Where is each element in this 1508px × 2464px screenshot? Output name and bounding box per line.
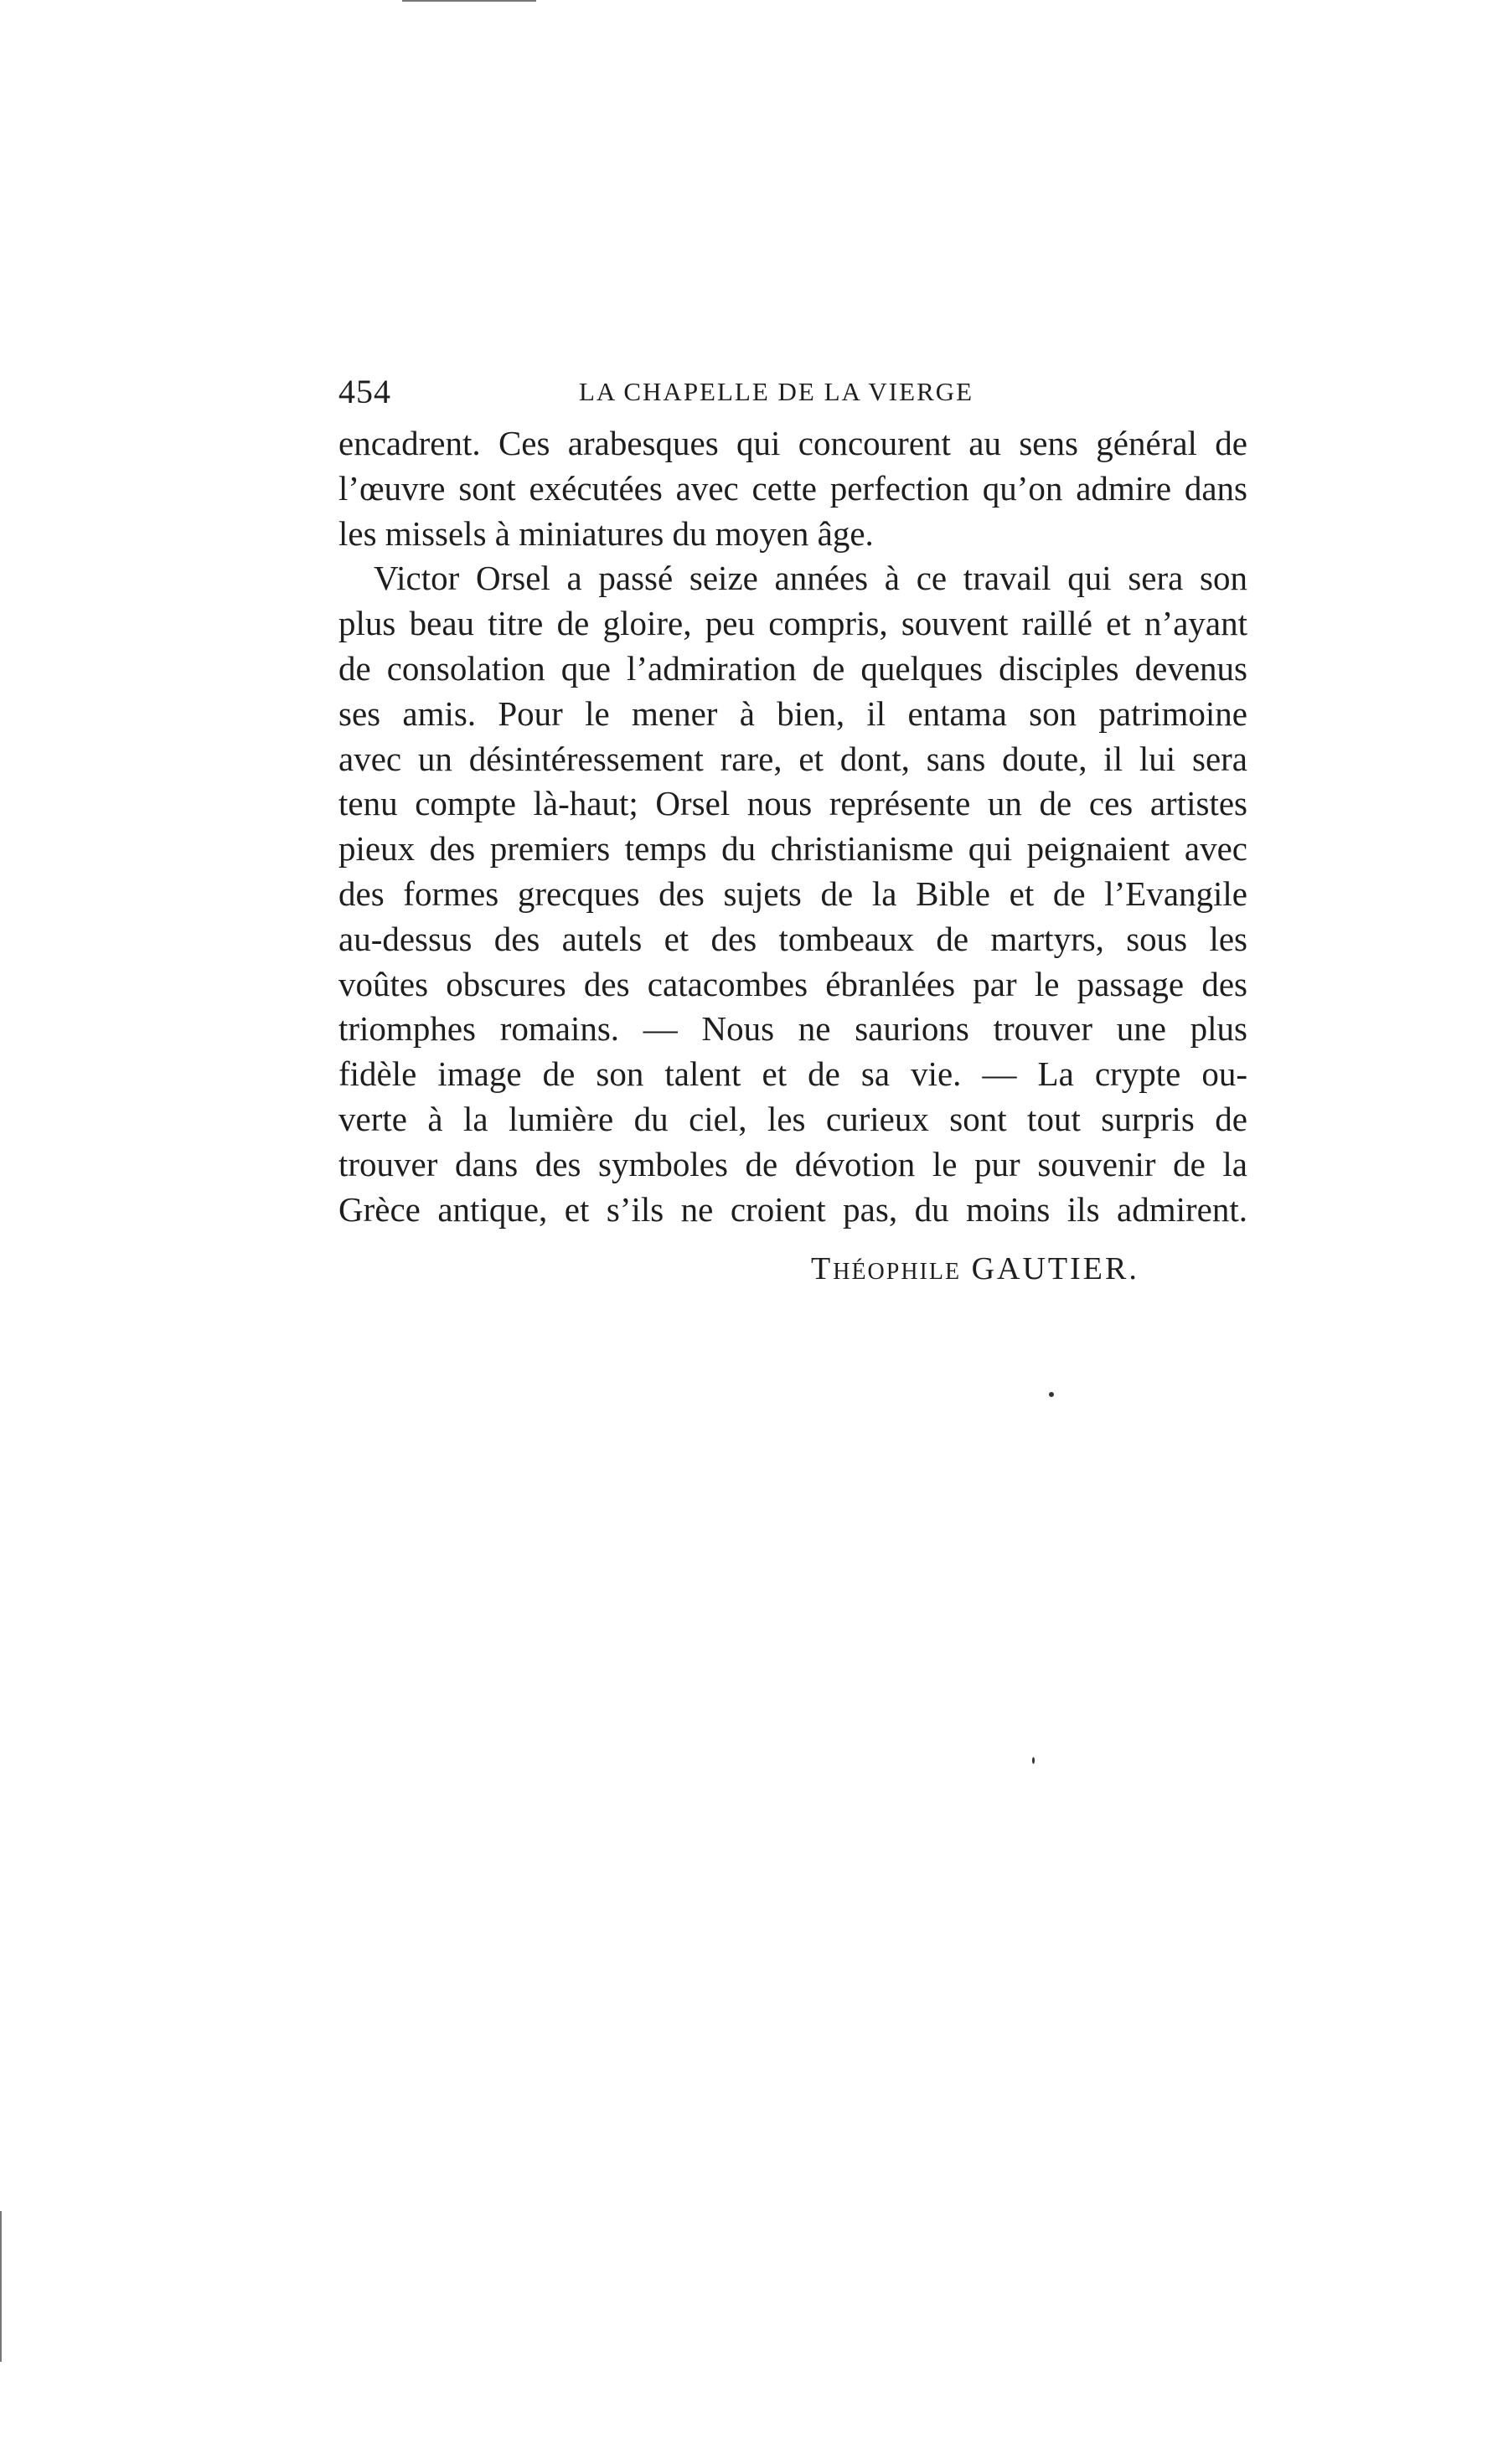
text-line: triomphes romains. — Nous ne saurions trouver une plus [338,1009,1247,1049]
text-line: tenu compte là-haut; Orsel nous représente un de ces artistes [338,784,1247,823]
author-signature [811,1248,1139,1293]
signature-last-name: GAUTIER. [971,1251,1139,1286]
text-line: avec un désintéressement rare, et dont, sans doute, il lui sera [338,739,1247,778]
text-line: pieux des premiers temps du christianisme qui peignaient avec [338,829,1247,869]
running-title: LA CHAPELLE DE LA VIERGE [579,377,974,406]
scan-speck [1049,1392,1054,1397]
text-line: des formes grecques des sujets de la Bible et de l’Evangile [338,874,1247,913]
signature-initial: T [811,1251,834,1286]
text-line: Victor Orsel a passé seize années à ce travail qui sera son [374,559,1247,598]
body-text [338,421,1247,1232]
text-line: voûtes obscures des catacombes ébranlées par le passage des [338,964,1247,1003]
text-line: fidèle image de son talent et de sa vie. — La crypte ou- [338,1054,1247,1094]
text-line: de consolation que l’admiration de quelques disciples devenus [338,648,1247,688]
text-line: les missels à miniatures du moyen âge. [338,513,874,553]
text-line: au-dessus des autels et des tombeaux de martyrs, sous les [338,919,1247,958]
text-line: encadrent. Ces arabesques qui concourent au sens général de [338,424,1247,462]
scan-speck [1032,1757,1035,1764]
text-line: trouver dans des symboles de dévotion le pur souvenir de la [338,1144,1247,1183]
text-line: l’œuvre sont exécutées avec cette perfection qu’on admire dans [338,468,1247,508]
page-header [338,371,1247,413]
scan-edge-mark [0,2211,2,2362]
text-line: plus beau titre de gloire, peu compris, souvent raillé et n’ayant [338,604,1247,643]
page-number: 454 [338,373,391,410]
text-line: verte à la lumière du ciel, les curieux sont tout surpris de [338,1099,1247,1138]
text-line: Grèce antique, et s’ils ne croient pas, du moins ils admirent. [338,1189,1247,1229]
scan-edge-mark [402,0,536,2]
text-line: ses amis. Pour le mener à bien, il entama son patrimoine [338,693,1247,733]
signature-first-name: HÉOPHILE [833,1259,962,1285]
